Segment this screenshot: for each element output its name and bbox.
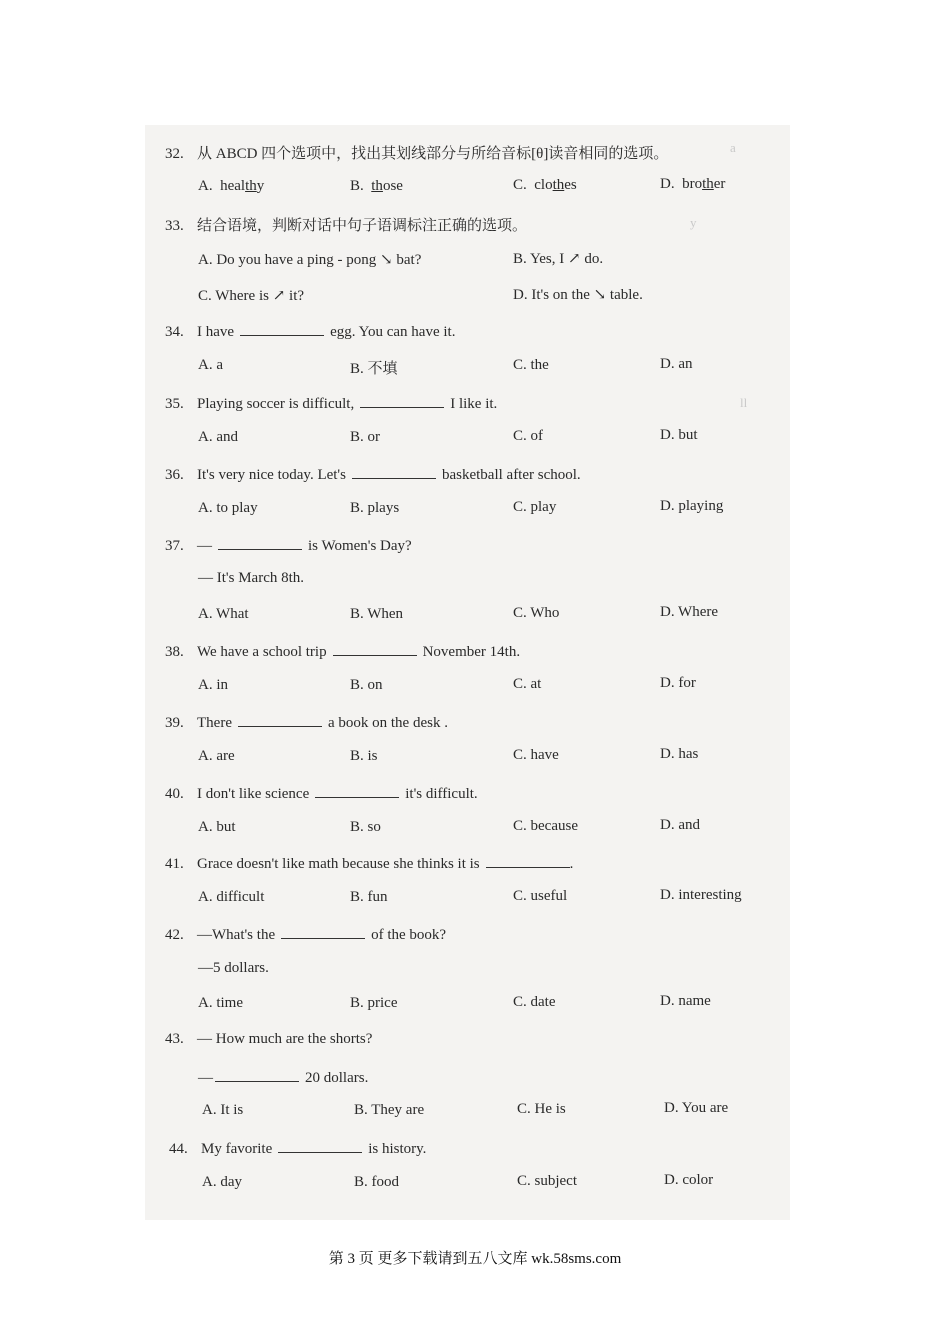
- option-d[interactable]: D. brother: [660, 176, 726, 192]
- question-number: 39.: [165, 715, 184, 731]
- option-d[interactable]: D. for: [660, 675, 696, 691]
- option-c[interactable]: C. at: [513, 676, 542, 692]
- option-b[interactable]: B. food: [354, 1174, 399, 1190]
- option-b[interactable]: B. plays: [350, 500, 400, 516]
- answer-blank[interactable]: [352, 464, 436, 479]
- option-c[interactable]: C. the: [513, 357, 549, 373]
- option-d[interactable]: D. color: [664, 1172, 714, 1188]
- answer-blank[interactable]: [218, 535, 302, 550]
- option-d[interactable]: D. name: [660, 993, 711, 1009]
- option-c[interactable]: C. He is: [517, 1101, 566, 1117]
- option-a[interactable]: A. Do you have a ping - pong ↘ bat?: [198, 252, 422, 268]
- question-32: [165, 142, 668, 163]
- bleed-through-text: a: [730, 140, 736, 155]
- question-number: 37.: [165, 538, 184, 554]
- option-b[interactable]: B. or: [350, 429, 380, 445]
- option-a[interactable]: A. to play: [198, 500, 258, 516]
- option-d[interactable]: D. but: [660, 427, 698, 443]
- question-number: 43.: [165, 1031, 184, 1047]
- dialogue-line: — 20 dollars.: [198, 1067, 368, 1087]
- answer-blank[interactable]: [238, 712, 322, 727]
- option-b[interactable]: B. They are: [354, 1102, 425, 1118]
- option-b[interactable]: B. price: [350, 995, 398, 1011]
- option-a[interactable]: A. It is: [202, 1102, 244, 1118]
- page-footer: 第 3 页 更多下载请到五八文库 wk.58sms.com: [328, 1251, 622, 1267]
- answer-blank[interactable]: [333, 641, 417, 656]
- question-stem: 结合语境，判断对话中句子语调标注正确的选项。: [197, 218, 528, 234]
- question-number: 34.: [165, 324, 184, 340]
- option-a[interactable]: A. time: [198, 995, 243, 1011]
- option-d[interactable]: D. Where: [660, 604, 719, 620]
- option-c[interactable]: C. useful: [513, 888, 568, 904]
- option-c[interactable]: C. subject: [517, 1173, 577, 1189]
- question-40: 40. I don't like science it's difficult.: [165, 783, 478, 803]
- option-a[interactable]: A. and: [198, 429, 238, 445]
- question-41: 41. Grace doesn't like math because she thinks it is .: [165, 853, 573, 873]
- question-number: 38.: [165, 644, 184, 660]
- answer-blank[interactable]: [215, 1067, 299, 1082]
- question-number: 32.: [165, 146, 184, 162]
- option-b[interactable]: B. on: [350, 677, 383, 693]
- option-d[interactable]: D. and: [660, 817, 700, 833]
- question-number: 41.: [165, 856, 184, 872]
- option-c[interactable]: C. of: [513, 428, 543, 444]
- question-42: 42. —What's the of the book?: [165, 924, 446, 944]
- option-b[interactable]: B. is: [350, 748, 378, 764]
- answer-blank[interactable]: [486, 853, 570, 868]
- option-d[interactable]: D. interesting: [660, 887, 742, 903]
- bleed-through-text: ll: [740, 395, 748, 410]
- option-b[interactable]: B. Yes, I ↗ do.: [513, 251, 604, 267]
- option-a[interactable]: A. healthy: [198, 178, 265, 194]
- dialogue-line: — It's March 8th.: [198, 570, 305, 586]
- option-a[interactable]: A. What: [198, 606, 249, 622]
- question-number: 44.: [169, 1141, 188, 1157]
- answer-blank[interactable]: [315, 783, 399, 798]
- question-35: 35. Playing soccer is difficult, I like it.: [165, 393, 497, 413]
- option-d[interactable]: D. playing: [660, 498, 724, 514]
- question-39: 39. There a book on the desk .: [165, 712, 448, 732]
- option-b[interactable]: B. fun: [350, 889, 388, 905]
- option-c[interactable]: C. clothes: [513, 177, 577, 193]
- question-38: 38. We have a school trip November 14th.: [165, 641, 520, 661]
- option-c[interactable]: C. date: [513, 994, 556, 1010]
- option-c[interactable]: C. have: [513, 747, 559, 763]
- option-a[interactable]: A. difficult: [198, 889, 265, 905]
- dialogue-line: —5 dollars.: [198, 960, 269, 976]
- question-43: 43. — How much are the shorts?: [165, 1031, 373, 1047]
- option-b[interactable]: B. When: [350, 606, 404, 622]
- option-a[interactable]: A. a: [198, 357, 223, 373]
- option-c[interactable]: C. because: [513, 818, 578, 834]
- answer-blank[interactable]: [278, 1138, 362, 1153]
- bleed-through-text: y: [690, 215, 697, 230]
- question-stem: 从 ABCD 四个选项中，找出其划线部分与所给音标[θ]读音相同的选项。: [197, 146, 669, 162]
- option-d[interactable]: D. has: [660, 746, 699, 762]
- option-c[interactable]: C. play: [513, 499, 557, 515]
- option-d[interactable]: D. It's on the ↘ table.: [513, 287, 643, 303]
- answer-blank[interactable]: [281, 924, 365, 939]
- option-d[interactable]: D. You are: [664, 1100, 729, 1116]
- question-number: 42.: [165, 927, 184, 943]
- option-d[interactable]: D. an: [660, 356, 693, 372]
- option-b[interactable]: B. those: [350, 178, 403, 194]
- question-33: [165, 214, 527, 235]
- option-a[interactable]: A. but: [198, 819, 236, 835]
- question-number: 36.: [165, 467, 184, 483]
- option-b[interactable]: B. 不填: [350, 361, 398, 377]
- question-number: 33.: [165, 218, 184, 234]
- option-a[interactable]: A. day: [202, 1174, 242, 1190]
- option-a[interactable]: A. are: [198, 748, 235, 764]
- answer-blank[interactable]: [360, 393, 444, 408]
- question-36: 36. It's very nice today. Let's basketball after school.: [165, 464, 581, 484]
- option-a[interactable]: A. in: [198, 677, 228, 693]
- question-37: 37. — is Women's Day?: [165, 535, 412, 555]
- option-b[interactable]: B. so: [350, 819, 381, 835]
- option-c[interactable]: C. Where is ↗ it?: [198, 288, 305, 304]
- question-number: 40.: [165, 786, 184, 802]
- question-34: 34. I have egg. You can have it.: [165, 321, 455, 341]
- option-c[interactable]: C. Who: [513, 605, 560, 621]
- question-number: 35.: [165, 396, 184, 412]
- question-44: 44. My favorite is history.: [169, 1138, 426, 1158]
- answer-blank[interactable]: [240, 321, 324, 336]
